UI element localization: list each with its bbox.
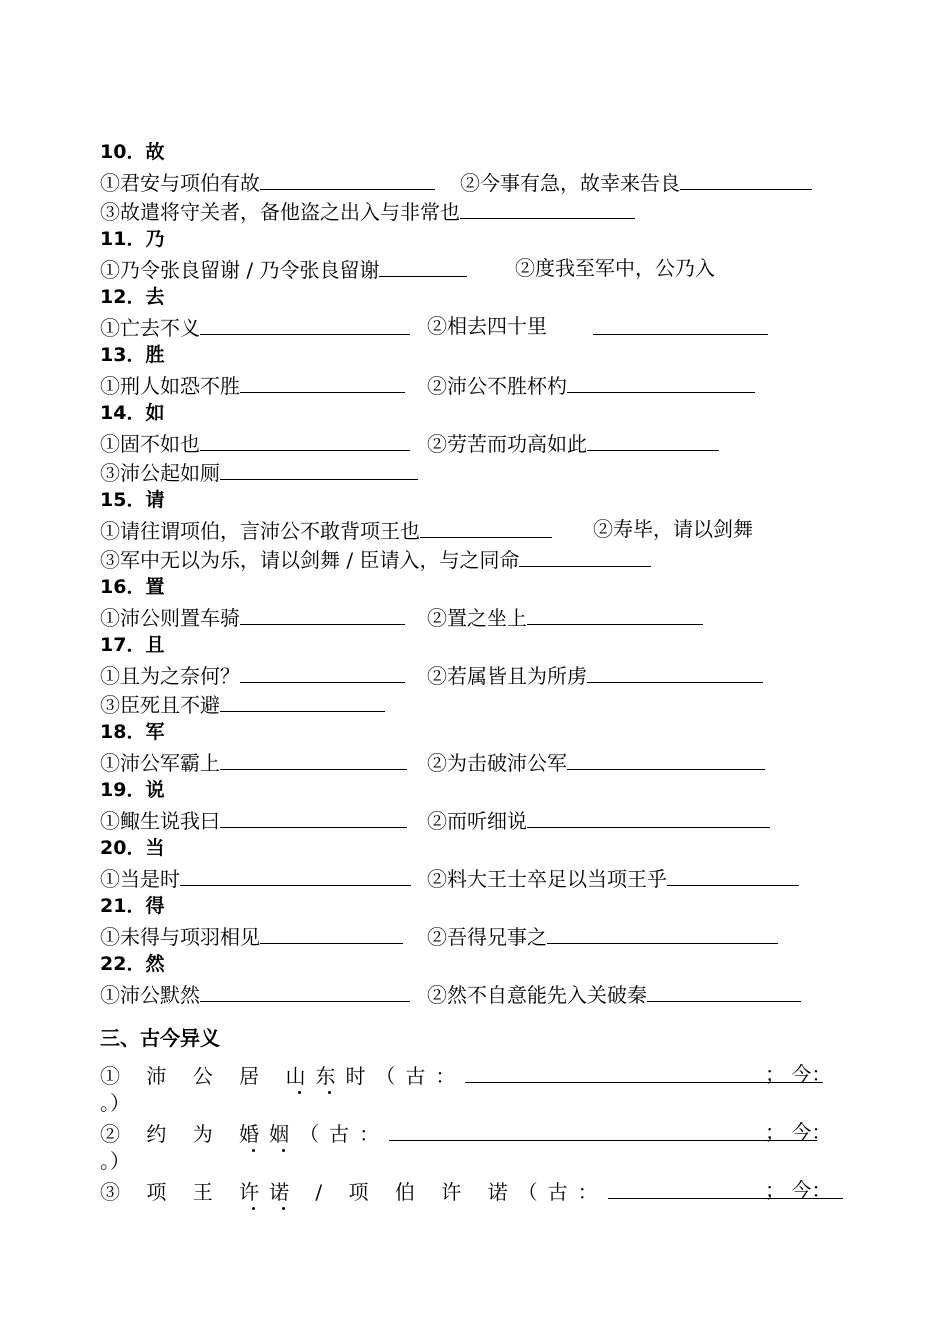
item-line	[100, 254, 845, 283]
prompt-segment	[427, 660, 764, 691]
answer-blank[interactable]	[567, 370, 755, 393]
item-line	[100, 863, 845, 892]
answer-blank[interactable]	[260, 167, 435, 190]
prompt-text: ②吾得兄事之	[427, 925, 547, 949]
item-line	[100, 457, 845, 486]
prompt-segment	[100, 548, 652, 572]
prompt-text: ③故遣将守关者，备他盗之出入与非常也	[100, 200, 460, 224]
answer-blank[interactable]	[527, 602, 703, 625]
prompt-segment	[100, 693, 386, 717]
prompt-segment	[427, 979, 802, 1010]
answer-blank[interactable]	[547, 921, 778, 944]
answer-blank[interactable]	[200, 312, 410, 335]
prompt-segment	[100, 316, 411, 340]
answer-blank[interactable]	[220, 689, 385, 712]
prompt-segment	[427, 312, 547, 341]
prompt-segment	[100, 751, 408, 775]
item-heading: 20．当	[100, 837, 165, 859]
answer-blank[interactable]	[240, 660, 405, 683]
prompt-text: ②度我至军中，公乃入	[515, 256, 715, 280]
gujin-tail: 。）	[100, 1091, 130, 1115]
gujin-prefix: ③ 项 王	[100, 1180, 240, 1204]
prompt-text: ①当是时	[100, 867, 180, 891]
prompt-text: ①未得与项羽相见	[100, 925, 260, 949]
prompt-segment	[427, 602, 704, 633]
item-line	[100, 805, 845, 834]
prompt-text: ①君安与项伯有故	[100, 171, 260, 195]
prompt-segment	[100, 809, 408, 833]
gujin-post: 时（古：	[345, 1064, 466, 1088]
prompt-text: ③沛公起如厕	[100, 461, 220, 485]
prompt-text: ②而听细说	[427, 809, 527, 833]
worksheet-page	[100, 138, 845, 1205]
gujin-prefix: ① 沛 公 居	[100, 1064, 286, 1088]
item-line	[100, 979, 845, 1008]
answer-blank[interactable]	[587, 660, 763, 683]
emphasis-dot	[252, 1207, 255, 1210]
today-label: ； 今：	[765, 1120, 832, 1144]
answer-blank[interactable]	[240, 602, 405, 625]
today-label: ； 今：	[765, 1062, 832, 1086]
answer-blank[interactable]	[647, 979, 801, 1002]
prompt-text: ②料大王士卒足以当项王乎	[427, 867, 667, 891]
item-heading: 15．请	[100, 489, 165, 511]
prompt-segment	[427, 370, 756, 401]
answer-blank[interactable]	[379, 254, 467, 277]
prompt-text: ①鲰生说我曰	[100, 809, 220, 833]
item-heading: 21．得	[100, 895, 165, 917]
answer-blank[interactable]	[567, 747, 765, 770]
item-heading: 22．然	[100, 953, 165, 975]
prompt-text: ②为击破沛公军	[427, 751, 567, 775]
emphasis-char: 诺	[269, 1180, 299, 1204]
prompt-text: ①且为之奈何？	[100, 664, 240, 688]
prompt-segment	[427, 805, 771, 836]
item-line	[100, 196, 845, 225]
gujin-row	[100, 1118, 845, 1147]
emphasis-char: 姻	[269, 1122, 299, 1146]
item-line	[100, 515, 845, 544]
prompt-segment	[427, 747, 766, 778]
prompt-segment	[100, 983, 411, 1007]
item-heading: 19．说	[100, 779, 165, 801]
prompt-segment	[100, 519, 553, 543]
item-heading: 12．去	[100, 286, 165, 308]
item-line	[100, 312, 845, 341]
gujin-prefix: ② 约 为	[100, 1122, 240, 1146]
item-heading: 17．且	[100, 634, 165, 656]
prompt-segment	[593, 515, 753, 544]
item-heading: 10．故	[100, 141, 165, 163]
prompt-text: ①沛公军霸上	[100, 751, 220, 775]
prompt-segment	[100, 664, 406, 688]
item-heading: 14．如	[100, 402, 165, 424]
prompt-segment	[100, 258, 468, 282]
prompt-segment	[100, 867, 412, 891]
prompt-segment	[100, 200, 636, 224]
prompt-text: ③军中无以为乐，请以剑舞 / 臣请入，与之同命	[100, 548, 520, 572]
gujin-row	[100, 1176, 845, 1205]
answer-blank[interactable]	[220, 747, 407, 770]
answer-blank[interactable]	[519, 544, 651, 567]
prompt-segment	[100, 461, 419, 485]
item-heading: 13．胜	[100, 344, 165, 366]
answer-blank[interactable]	[220, 805, 407, 828]
section-title: 三、古今异义	[100, 1026, 220, 1050]
answer-blank[interactable]	[587, 428, 719, 451]
prompt-text: ②今事有急，故幸来告良	[460, 171, 680, 195]
emphasis-dot	[282, 1207, 285, 1210]
item-line	[100, 167, 845, 196]
prompt-text: ①刑人如恐不胜	[100, 374, 240, 398]
prompt-text: ②寿毕，请以剑舞	[593, 517, 753, 541]
prompt-segment	[427, 863, 800, 894]
answer-blank[interactable]	[527, 805, 770, 828]
prompt-text: ②劳苦而功高如此	[427, 432, 587, 456]
answer-blank[interactable]	[200, 428, 410, 451]
item-heading: 11．乃	[100, 228, 165, 250]
gujin-post: / 项 伯 许 诺（古：	[299, 1180, 608, 1204]
answer-blank-ancient[interactable]	[389, 1118, 817, 1141]
item-line	[100, 370, 845, 399]
today-label: ； 今：	[765, 1178, 832, 1202]
gujin-tail: 。）	[100, 1149, 130, 1173]
gujin-post: （古：	[299, 1122, 390, 1146]
prompt-text: ①沛公则置车骑	[100, 606, 240, 630]
item-heading: 16．置	[100, 576, 165, 598]
prompt-text: ①请往谓项伯，言沛公不敢背项王也	[100, 519, 420, 543]
answer-blank[interactable]	[680, 167, 812, 190]
prompt-segment	[100, 432, 411, 456]
item-line	[100, 689, 845, 718]
answer-blank[interactable]	[593, 312, 768, 335]
prompt-segment	[427, 921, 779, 952]
prompt-segment	[460, 167, 813, 198]
prompt-text: ②沛公不胜杯杓	[427, 374, 567, 398]
item-line	[100, 747, 845, 776]
answer-blank[interactable]	[180, 863, 411, 886]
prompt-text: ②若属皆且为所虏	[427, 664, 587, 688]
item-line	[100, 660, 845, 689]
prompt-segment	[100, 374, 406, 398]
prompt-text: ①乃令张良留谢 / 乃令张良留谢	[100, 258, 380, 282]
item-line	[100, 428, 845, 457]
prompt-text: ①沛公默然	[100, 983, 200, 1007]
emphasis-char: 婚	[239, 1122, 269, 1146]
answer-blank[interactable]	[240, 370, 405, 393]
prompt-text: ②然不自意能先入关破秦	[427, 983, 647, 1007]
prompt-text: ①亡去不义	[100, 316, 200, 340]
answer-blank[interactable]	[260, 921, 403, 944]
answer-blank[interactable]	[460, 196, 635, 219]
answer-blank[interactable]	[420, 515, 552, 538]
prompt-segment	[100, 925, 404, 949]
prompt-text: ①固不如也	[100, 432, 200, 456]
prompt-text: ②相去四十里	[427, 314, 547, 338]
prompt-segment	[100, 171, 436, 195]
item-line	[100, 602, 845, 631]
prompt-segment	[515, 254, 715, 283]
item-heading: 18．军	[100, 721, 165, 743]
item-line	[100, 544, 845, 573]
prompt-text: ③臣死且不避	[100, 693, 220, 717]
emphasis-char: 山	[285, 1064, 315, 1088]
item-line	[100, 921, 845, 950]
answer-blank[interactable]	[220, 457, 418, 480]
emphasis-char: 许	[239, 1180, 269, 1204]
answer-blank[interactable]	[667, 863, 799, 886]
prompt-segment	[100, 606, 406, 630]
answer-blank[interactable]	[200, 979, 410, 1002]
prompt-segment	[427, 428, 720, 459]
gujin-row	[100, 1060, 845, 1089]
prompt-text: ②置之坐上	[427, 606, 527, 630]
prompt-segment	[593, 312, 769, 343]
emphasis-char: 东	[315, 1064, 345, 1088]
